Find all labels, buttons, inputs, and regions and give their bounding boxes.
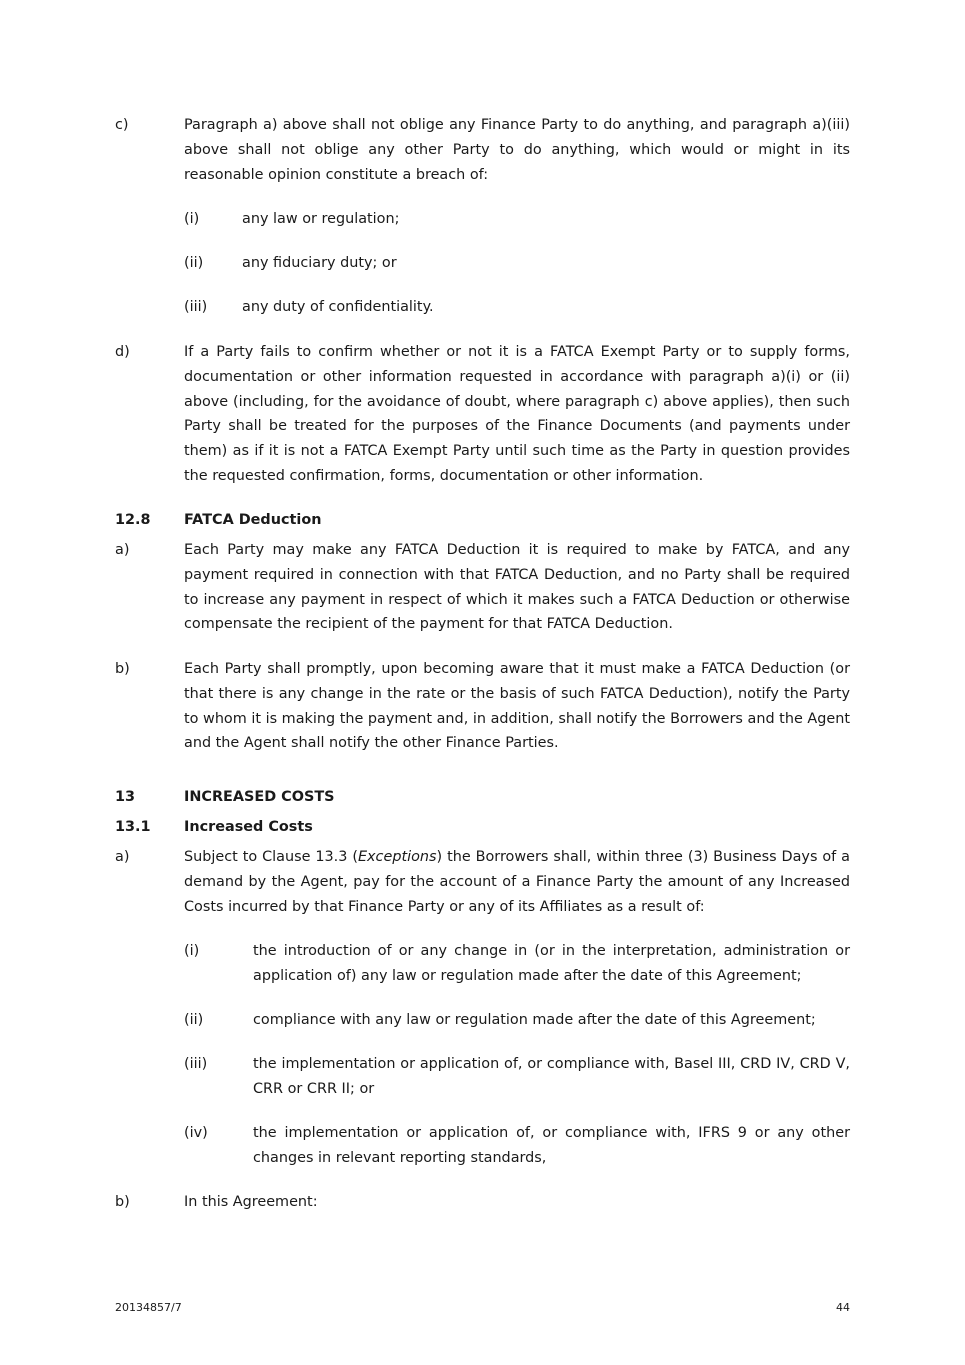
paragraph-text: Each Party may make any FATCA Deduction it is required to make by FATCA, and any payment required in connection with that FATCA Deduction, and no Party shall be required to increase any payment in respect of which it makes such a FATCA Deduction or otherwise compensate the recipient of the payment for that FATCA Deduction. [184,542,850,633]
clause-heading-13 [115,785,335,810]
paragraph-text: In this Agreement: [184,1194,318,1210]
paragraph-a [115,845,850,919]
list-item-label: (i) [184,211,200,227]
paragraph-text: Each Party shall promptly, upon becoming aware that it must make a FATCA Deduction (or that there is any change in the rate or the basis of such FATCA Deduction), notify the Party to whom it is making the payment and, in addition, shall notify the Borrowers and the Agent and the Agent shall notify the other Finance Parties. [184,661,850,752]
list-item-text: any duty of confidentiality. [242,299,434,315]
paragraph-text: If a Party fails to confirm whether or not it is a FATCA Exempt Party or to supply forms, documentation or other information requested in accordance with paragraph a)(i) or (ii) above (including, for the avoidance of doubt, where paragraph c) above applies), then such Party shall be treated for the purposes of the Finance Documents (and payments under them) as if it is not a FATCA Exempt Party until such time as the Party in question provides the requested confirmation, forms, documentation or other information. [184,344,850,484]
clause-title: INCREASED COSTS [184,789,335,805]
clause-heading-12-8 [115,508,321,533]
paragraph-a [115,538,850,637]
document-reference: 20134857/7 [115,1301,182,1314]
paragraph-text: Paragraph a) above shall not oblige any Finance Party to do anything, and paragraph a)(iii) above shall not oblige any other Party to do anything, which would or might in its reasonable opinion constitute a breach of: [184,117,850,183]
list-item-text: the introduction of or any change in (or in the interpretation, administration or application of) any law or regulation made after the date of this Agreement; [253,943,850,984]
list-item-label: (ii) [184,255,204,271]
page-number: 44 [836,1301,850,1314]
list-item-label: (iv) [184,1125,208,1141]
list-item-text: any fiduciary duty; or [242,255,397,271]
clause-number: 12.8 [115,512,151,528]
list-item-label: (iii) [184,299,208,315]
list-item-text: compliance with any law or regulation made after the date of this Agreement; [253,1012,816,1028]
paragraph-text: Subject to Clause 13.3 (Exceptions) the Borrowers shall, within three (3) Business Days of a demand by the Agent, pay for the account of a Finance Party the amount of any Increased Costs incurred by that Finance Party or any of its Affiliates as a result of: [184,849,850,915]
paragraph-label: a) [115,542,130,558]
clause-title: FATCA Deduction [184,512,322,528]
clause-number: 13 [115,789,136,805]
list-item [184,251,397,276]
paragraph-c [115,113,850,187]
paragraph-label: b) [115,661,130,677]
list-item-label: (ii) [184,1012,204,1028]
list-item [184,939,850,989]
list-item [184,1008,850,1033]
list-item-text: the implementation or application of, or compliance with, IFRS 9 or any other changes in relevant reporting standards, [253,1125,850,1166]
paragraph-d [115,340,850,489]
list-item-text: the implementation or application of, or compliance with, Basel III, CRD IV, CRD V, CRR or CRR II; or [253,1056,850,1097]
paragraph-label: d) [115,344,130,360]
paragraph-b [115,657,850,756]
paragraph-b [115,1190,850,1215]
clause-title: Increased Costs [184,819,313,835]
paragraph-label: c) [115,117,129,133]
list-item-label: (iii) [184,1056,208,1072]
clause-number: 13.1 [115,819,151,835]
clause-reference: Exceptions [357,849,437,865]
clause-heading-13-1 [115,815,313,840]
paragraph-label: a) [115,849,130,865]
list-item-text: any law or regulation; [242,211,400,227]
list-item [184,207,399,232]
list-item [184,1121,850,1171]
list-item [184,295,434,320]
list-item [184,1052,850,1102]
list-item-label: (i) [184,943,200,959]
paragraph-label: b) [115,1194,130,1210]
